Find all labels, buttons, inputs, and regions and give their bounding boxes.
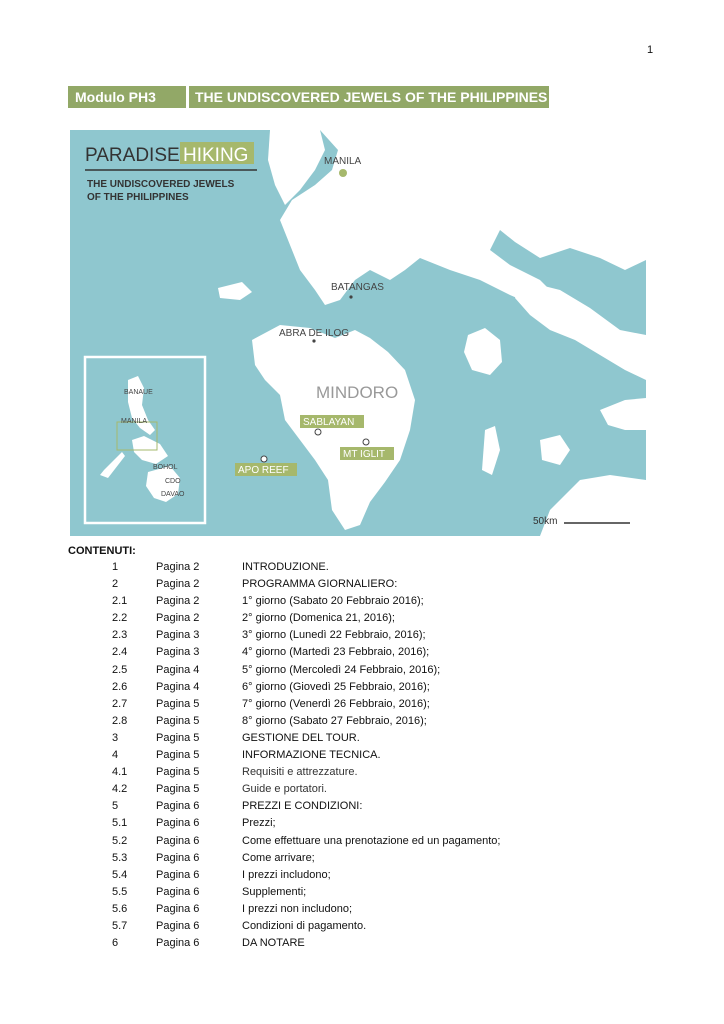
toc-row: [68, 747, 500, 764]
toc-page-ref: Pagina 2: [156, 561, 200, 573]
toc-section-title: 4° giorno (Martedì 23 Febbraio, 2016);: [242, 646, 430, 659]
module-code: Modulo PH3: [68, 86, 186, 108]
toc-page-ref: Pagina 5: [156, 697, 200, 710]
toc-section-number: 2.2: [112, 612, 128, 625]
toc-section-number: 2.8: [112, 714, 128, 727]
toc-page-ref: Pagina 5: [156, 714, 200, 727]
toc-section-number: 2.5: [112, 663, 128, 676]
label-sablayan: SABLAYAN: [303, 417, 355, 428]
toc-row: [68, 662, 500, 679]
toc-row: [68, 867, 500, 884]
toc-page-ref: Pagina 6: [156, 885, 200, 898]
document-title: THE UNDISCOVERED JEWELS OF THE PHILIPPINES: [189, 86, 549, 108]
inset-label-cdo: CDO: [165, 478, 181, 485]
map-subtitle-line2: OF THE PHILIPPINES: [87, 192, 189, 203]
toc-page-ref: Pagina 6: [156, 868, 200, 881]
toc-section-number: 4.2: [112, 783, 128, 796]
toc-section-title: Prezzi;: [242, 817, 276, 830]
toc-section-number: 5.7: [112, 919, 128, 932]
toc-row: [68, 918, 500, 935]
toc-page-ref: Pagina 6: [156, 902, 200, 915]
label-mindoro: MINDORO: [316, 383, 399, 402]
toc-list: [68, 559, 500, 952]
toc-section-title: PREZZI E CONDIZIONI:: [242, 800, 363, 813]
toc-section-title: PROGRAMMA GIORNALIERO:: [242, 578, 398, 591]
toc-row: [68, 593, 500, 610]
toc-section-title: 6° giorno (Giovedì 25 Febbraio, 2016);: [242, 680, 430, 693]
toc-row: [68, 627, 500, 644]
scale-label: 50km: [533, 516, 558, 527]
toc-section-number: 2.1: [112, 595, 128, 608]
toc-section-number: 2.4: [112, 646, 128, 659]
toc-section-number: 5.4: [112, 868, 128, 881]
toc-section-title: Condizioni di pagamento.: [242, 919, 367, 932]
toc-row: [68, 610, 500, 627]
toc-section-title: 2° giorno (Domenica 21, 2016);: [242, 612, 395, 625]
toc-section-number: 2.7: [112, 697, 128, 710]
toc-section-title: DA NOTARE: [242, 937, 305, 950]
toc-page-ref: Pagina 6: [156, 851, 200, 864]
iglit-marker: [363, 439, 369, 445]
toc-page-ref: Pagina 5: [156, 749, 200, 762]
toc-section-title: INTRODUZIONE.: [242, 561, 329, 573]
label-manila: MANILA: [324, 156, 362, 167]
toc-row: [68, 644, 500, 661]
toc-page-ref: Pagina 4: [156, 680, 200, 693]
toc-row: [68, 730, 500, 747]
toc-page-ref: Pagina 4: [156, 663, 200, 676]
toc-row: [68, 850, 500, 867]
toc-section-number: 6: [112, 937, 119, 950]
toc-section-number: 5.2: [112, 834, 128, 847]
toc-row: [68, 764, 500, 781]
toc-page-ref: Pagina 6: [156, 800, 200, 813]
toc-section-number: 1: [112, 561, 119, 573]
toc-section-number: 2.6: [112, 680, 128, 693]
toc-page-ref: Pagina 2: [156, 612, 200, 625]
toc-section-title: I prezzi non includono;: [242, 902, 353, 915]
toc-row: [68, 559, 500, 576]
label-mt-iglit: MT IGLIT: [343, 449, 386, 460]
abra-marker: [312, 339, 315, 342]
toc-section-number: 2: [112, 578, 119, 591]
toc-row: [68, 884, 500, 901]
toc-row: [68, 935, 500, 952]
toc-row: [68, 696, 500, 713]
toc-section-title: Guide e portatori.: [242, 783, 327, 796]
toc-section-number: 4.1: [112, 766, 128, 779]
toc-section-title: 8° giorno (Sabato 27 Febbraio, 2016);: [242, 714, 427, 727]
toc-section-number: 5.3: [112, 851, 128, 864]
inset-label-bohol: BOHOL: [153, 464, 178, 471]
toc-page-ref: Pagina 6: [156, 919, 200, 932]
page-number: 1: [647, 44, 654, 56]
toc-row: [68, 576, 500, 593]
label-batangas: BATANGAS: [331, 282, 384, 293]
toc-row: [68, 901, 500, 918]
toc-section-title: 3° giorno (Lunedì 22 Febbraio, 2016);: [242, 629, 426, 642]
inset-label-davao: DAVAO: [161, 491, 185, 498]
apo-reef-marker: [261, 456, 267, 462]
toc-section-title: INFORMAZIONE TECNICA.: [242, 749, 381, 762]
toc-section-title: 1° giorno (Sabato 20 Febbraio 2016);: [242, 595, 424, 608]
toc-page-ref: Pagina 5: [156, 766, 200, 779]
toc-page-ref: Pagina 6: [156, 937, 200, 950]
toc-section-title: I prezzi includono;: [242, 868, 331, 881]
toc-page-ref: Pagina 2: [156, 595, 200, 608]
toc-section-title: Supplementi;: [242, 885, 307, 898]
inset-label-banaue: BANAUE: [124, 389, 153, 396]
toc-page-ref: Pagina 6: [156, 834, 200, 847]
toc-row: [68, 679, 500, 696]
toc-section-number: 5: [112, 800, 119, 813]
toc-section-title: 7° giorno (Venerdì 26 Febbraio, 2016);: [242, 697, 430, 710]
toc-page-ref: Pagina 6: [156, 817, 200, 830]
toc-row: [68, 833, 500, 850]
map-subtitle-line1: THE UNDISCOVERED JEWELS: [87, 179, 235, 190]
toc-row: [68, 781, 500, 798]
toc-section-title: Come effettuare una prenotazione ed un pagamento;: [242, 834, 501, 847]
toc-row: [68, 713, 500, 730]
toc-page-ref: Pagina 5: [156, 731, 200, 744]
toc-section-number: 5.1: [112, 817, 128, 830]
toc-heading: CONTENUTI:: [68, 545, 136, 557]
toc-section-title: Come arrivare;: [242, 851, 315, 864]
label-abra-de-ilog: ABRA DE ILOG: [279, 328, 350, 339]
batangas-marker: [349, 295, 352, 298]
brand-hiking: HIKING: [183, 145, 249, 166]
toc-section-number: 2.3: [112, 629, 128, 642]
table-of-contents: [68, 545, 500, 952]
toc-section-number: 5.6: [112, 902, 128, 915]
toc-section-number: 4: [112, 749, 119, 762]
toc-section-title: Requisiti e attrezzature.: [242, 766, 358, 779]
toc-row: [68, 798, 500, 815]
toc-section-number: 5.5: [112, 885, 128, 898]
inset-label-manila: MANILA: [121, 418, 148, 425]
brand-paradise: PARADISE: [85, 145, 180, 166]
toc-page-ref: Pagina 5: [156, 783, 200, 796]
toc-page-ref: Pagina 2: [156, 578, 200, 591]
toc-section-title: 5° giorno (Mercoledì 24 Febbraio, 2016);: [242, 663, 441, 676]
manila-marker: [339, 169, 347, 177]
sablayan-marker: [315, 429, 321, 435]
label-apo-reef: APO REEF: [238, 465, 289, 476]
toc-section-number: 3: [112, 731, 119, 744]
tour-map: [70, 130, 646, 536]
toc-row: [68, 815, 500, 832]
document-title-bar: [68, 86, 549, 108]
toc-page-ref: Pagina 3: [156, 629, 200, 642]
toc-section-title: GESTIONE DEL TOUR.: [242, 731, 360, 744]
toc-page-ref: Pagina 3: [156, 646, 200, 659]
